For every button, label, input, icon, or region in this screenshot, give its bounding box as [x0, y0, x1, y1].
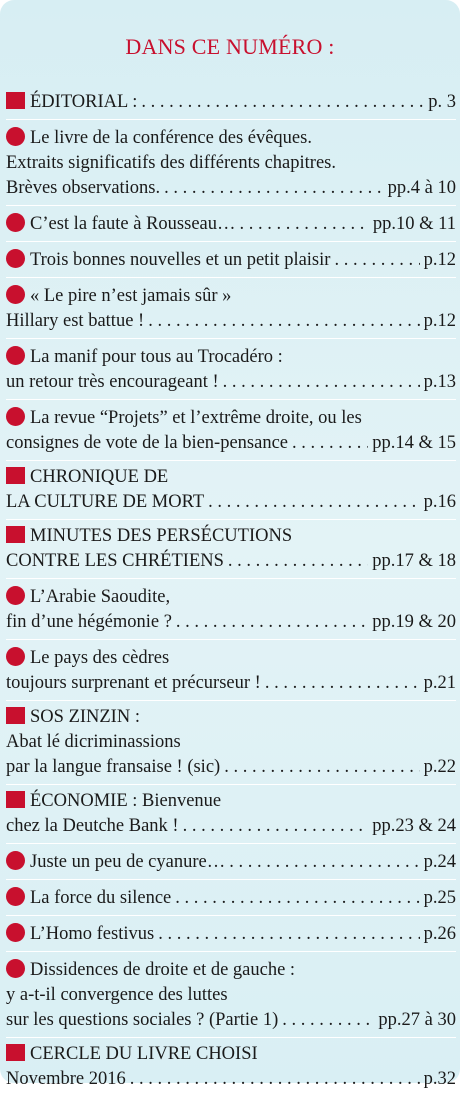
entry-line: [6, 151, 456, 176]
entry-line: [6, 1008, 456, 1033]
red-square-icon: [6, 707, 25, 724]
entry-text: chez la Deutche Bank !: [6, 816, 179, 836]
page-number: p.22: [423, 757, 456, 777]
page-number: p.26: [423, 924, 456, 944]
entry-line: [6, 884, 456, 911]
page-number: pp.14 & 15: [372, 433, 456, 453]
entry-line: [6, 705, 456, 730]
red-bullet-icon: [6, 127, 25, 146]
page-number: pp.4 à 10: [387, 178, 456, 198]
page-number: p.13: [423, 372, 456, 392]
dot-leader: [183, 814, 369, 839]
red-bullet-icon: [6, 586, 25, 605]
entry-line: [6, 1067, 456, 1092]
dot-leader: [334, 248, 419, 273]
entry-text: Juste un peu de cyanure…: [30, 852, 226, 872]
red-bullet-icon: [6, 923, 25, 942]
dot-leader: [158, 922, 419, 947]
entry-text: Extraits significatifs des différents chapitres.: [6, 153, 336, 173]
entry-line: [6, 755, 456, 780]
entry-line: [6, 343, 456, 370]
red-bullet-icon: [6, 285, 25, 304]
entry-text: Hillary est battue !: [6, 311, 145, 331]
dot-leader: [292, 431, 368, 456]
entry-text: La manif pour tous au Trocadéro :: [30, 347, 283, 367]
page-number: p.24: [423, 852, 456, 872]
red-bullet-icon: [6, 851, 25, 870]
entry-text: CONTRE LES CHRÉTIENS: [6, 551, 224, 571]
red-bullet-icon: [6, 647, 25, 666]
entry-line: [6, 549, 456, 574]
entry-text: Trois bonnes nouvelles et un petit plaisir: [30, 250, 331, 270]
dot-leader: [223, 370, 420, 395]
entry-text: Le livre de la conférence des évêques.: [30, 128, 312, 148]
entry-line: [6, 309, 456, 334]
red-bullet-icon: [6, 959, 25, 978]
red-bullet-icon: [6, 887, 25, 906]
contents-entry: [6, 1038, 456, 1096]
contents-entry: [6, 86, 456, 120]
dot-leader: [229, 850, 419, 875]
dot-leader: [141, 90, 424, 115]
entry-line: [6, 848, 456, 875]
entry-text: ÉDITORIAL :: [30, 92, 138, 112]
contents-entry: [6, 120, 456, 206]
entry-line: [6, 465, 456, 490]
entry-line: [6, 124, 456, 151]
contents-entry: [6, 520, 456, 579]
dot-leader: [148, 309, 419, 334]
contents-entry: [6, 844, 456, 880]
page-number: p.12: [423, 250, 456, 270]
page-number: pp.10 & 11: [372, 214, 456, 234]
page-number: p.21: [423, 673, 456, 693]
entry-text: un retour très encourageant !: [6, 372, 219, 392]
entry-line: [6, 431, 456, 456]
red-square-icon: [6, 526, 25, 543]
entry-text: fin d’une hégémonie ?: [6, 612, 172, 632]
entry-line: [6, 956, 456, 983]
page-number: p.32: [423, 1069, 456, 1089]
entry-text: « Le pire n’est jamais sûr »: [30, 286, 232, 306]
entry-text: CHRONIQUE DE: [30, 467, 169, 487]
entry-text: Abat lé dicriminassions: [6, 732, 181, 752]
entry-text: L’Homo festivus: [30, 924, 155, 944]
contents-list: [6, 86, 456, 1096]
dot-leader: [130, 1067, 420, 1092]
entry-line: [6, 282, 456, 309]
page-number: p.12: [423, 311, 456, 331]
dot-leader: [164, 176, 384, 201]
contents-entry: [6, 579, 456, 640]
entry-line: [6, 176, 456, 201]
entry-text: La force du silence: [30, 888, 172, 908]
dot-leader: [228, 549, 368, 574]
red-bullet-icon: [6, 407, 25, 426]
entry-line: [6, 583, 456, 610]
contents-entry: [6, 701, 456, 785]
entry-line: [6, 789, 456, 814]
entry-line: [6, 90, 456, 115]
entry-text: Brèves observations.: [6, 178, 161, 198]
red-square-icon: [6, 467, 25, 484]
red-square-icon: [6, 1044, 25, 1061]
page-number: p. 3: [428, 92, 456, 112]
entry-line: [6, 730, 456, 755]
dot-leader: [240, 212, 369, 237]
entry-line: [6, 246, 456, 273]
page-title: DANS CE NUMÉRO :: [125, 34, 335, 59]
red-bullet-icon: [6, 249, 25, 268]
entry-text: Le pays des cèdres: [30, 648, 170, 668]
entry-line: [6, 210, 456, 237]
entry-line: [6, 524, 456, 549]
entry-text: y a-t-il convergence des luttes: [6, 985, 228, 1005]
entry-line: [6, 610, 456, 635]
entry-text: consignes de vote de la bien-pensance: [6, 433, 289, 453]
entry-text: ÉCONOMIE : Bienvenue: [30, 791, 222, 811]
page-number: pp.19 & 20: [372, 612, 456, 632]
page-number: p.25: [423, 888, 456, 908]
contents-entry: [6, 952, 456, 1038]
entry-line: [6, 644, 456, 671]
entry-text: Novembre 2016: [6, 1069, 126, 1089]
contents-entry: [6, 916, 456, 952]
contents-entry: [6, 400, 456, 461]
contents-entry: [6, 339, 456, 400]
entry-text: MINUTES DES PERSÉCUTIONS: [30, 526, 293, 546]
page-number: pp.23 & 24: [372, 816, 456, 836]
entry-text: toujours surprenant et précurseur !: [6, 673, 261, 693]
page-number: pp.17 & 18: [372, 551, 456, 571]
entry-text: L’Arabie Saoudite,: [30, 587, 171, 607]
dot-leader: [282, 1008, 374, 1033]
red-bullet-icon: [6, 213, 25, 232]
page-number: p.16: [423, 492, 456, 512]
entry-line: [6, 814, 456, 839]
contents-entry: [6, 278, 456, 339]
entry-line: [6, 983, 456, 1008]
contents-entry: [6, 206, 456, 242]
entry-line: [6, 671, 456, 696]
entry-text: LA CULTURE DE MORT: [6, 492, 205, 512]
entry-text: sur les questions sociales ? (Partie 1): [6, 1010, 279, 1030]
red-square-icon: [6, 92, 25, 109]
entry-text: C’est la faute à Rousseau…: [30, 214, 236, 234]
red-bullet-icon: [6, 346, 25, 365]
dot-leader: [265, 671, 420, 696]
entry-line: [6, 1042, 456, 1067]
dot-leader: [175, 886, 419, 911]
entry-line: [6, 404, 456, 431]
entry-line: [6, 920, 456, 947]
entry-line: [6, 490, 456, 515]
red-square-icon: [6, 791, 25, 808]
contents-entry: [6, 242, 456, 278]
entry-line: [6, 370, 456, 395]
entry-text: CERCLE DU LIVRE CHOISI: [30, 1044, 258, 1064]
dot-leader: [208, 490, 420, 515]
contents-entry: [6, 640, 456, 701]
contents-entry: [6, 785, 456, 844]
entry-text: Dissidences de droite et de gauche :: [30, 960, 296, 980]
dot-leader: [224, 755, 419, 780]
contents-entry: [6, 880, 456, 916]
entry-text: par la langue fransaise ! (sic): [6, 757, 221, 777]
contents-entry: [6, 461, 456, 520]
dot-leader: [176, 610, 368, 635]
page-number: pp.27 à 30: [378, 1010, 456, 1030]
entry-text: La revue “Projets” et l’extrême droite, ou les: [30, 408, 362, 428]
entry-text: SOS ZINZIN :: [30, 707, 140, 727]
